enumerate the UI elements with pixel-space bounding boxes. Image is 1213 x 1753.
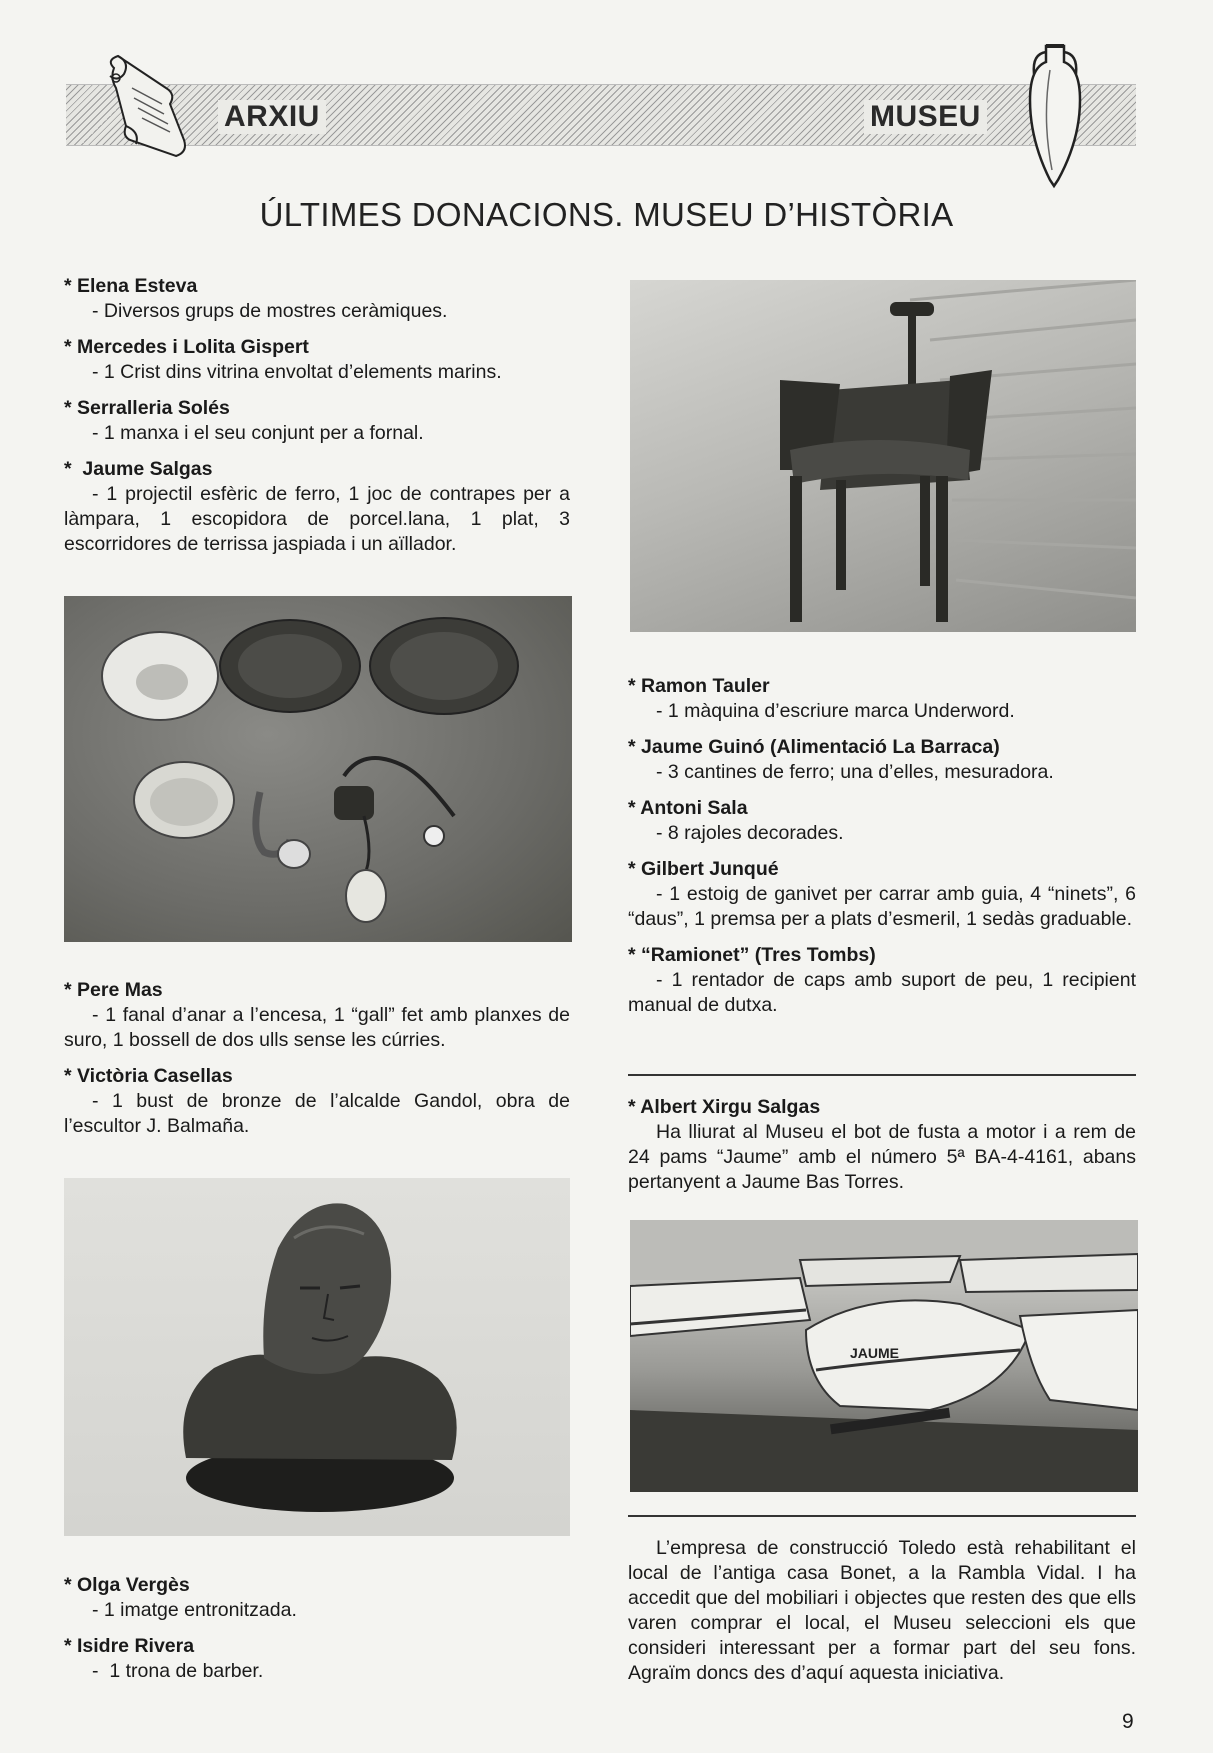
donation-description: - 1 fanal d’anar a l’encesa, 1 “gall” fet amb planxes de suro, 1 bossell de dos ulls sense les cúrries. (64, 1004, 570, 1051)
header-label-museu: MUSEU (864, 100, 987, 134)
donations-list-right-top (628, 674, 1136, 1029)
donation-description: - 1 estoig de ganivet per carrar amb guia, 4 “ninets”, 6 “daus”, 1 premsa per a plats d’esmeril, 1 sedàs graduable. (628, 883, 1136, 930)
donation-description: - 1 Crist dins vitrina envoltat d’elements marins. (92, 361, 502, 383)
donation-description: - 1 màquina d’escriure marca Underword. (656, 700, 1015, 722)
closing-note: L’empresa de construcció Toledo està rehabilitant el local de l’antiga casa Bonet, a la Rambla Vidal. I ha accedit que del mobiliari i objectes que resten des que ells varen comprar el local, el Museu seleccioni els que consideri interessant per a formar part del seu fons. Agraïm doncs des d’aquí aquesta iniciativa. (628, 1537, 1136, 1684)
divider (628, 1074, 1136, 1076)
donation-description: - Diversos grups de mostres ceràmiques. (92, 300, 448, 322)
donor-name: * Jaume Guinó (Alimentació La Barraca) (628, 736, 1000, 758)
donor-name: * Isidre Rivera (64, 1635, 195, 1657)
donor-name: * Elena Esteva (64, 275, 198, 297)
donation-entry (628, 796, 1136, 846)
donation-featured (628, 1095, 1136, 1206)
donation-entry (628, 943, 1136, 1018)
donor-name: * Victòria Casellas (64, 1065, 233, 1087)
page-number: 9 (1122, 1710, 1134, 1733)
donation-entry (628, 735, 1136, 785)
donor-name: * Albert Xirgu Salgas (628, 1096, 821, 1118)
divider (628, 1515, 1136, 1517)
donations-list-left-top (64, 274, 570, 568)
donor-name: * Pere Mas (64, 979, 163, 1001)
donor-name: * Olga Vergès (64, 1574, 190, 1596)
donation-description: - 1 manxa i el seu conjunt per a fornal. (92, 422, 424, 444)
donation-description: - 1 trona de barber. (92, 1660, 264, 1682)
donations-list-left-bottom (64, 1573, 570, 1695)
donor-name: * Gilbert Junqué (628, 858, 779, 880)
donation-entry (64, 274, 570, 324)
donation-description: - 8 rajoles decorades. (656, 822, 844, 844)
donor-name: * Mercedes i Lolita Gispert (64, 336, 309, 358)
donation-entry (628, 857, 1136, 932)
amphora-icon (1024, 40, 1086, 190)
donation-description: - 1 bust de bronze de l’alcalde Gandol, obra de l’escultor J. Balmaña. (64, 1090, 570, 1137)
donations-list-left-middle (64, 978, 570, 1150)
photo-boats (630, 1220, 1138, 1492)
donation-description: - 1 projectil esfèric de ferro, 1 joc de contrapes per a làmpara, 1 escopidora de porcel.lana, 1 plat, 3 escorridores de terrissa jaspiada i un aïllador. (64, 483, 570, 555)
donation-entry (628, 1095, 1136, 1195)
donation-description: - 1 rentador de caps amb suport de peu, 1 recipient manual de dutxa. (628, 969, 1136, 1016)
donor-name: * Jaume Salgas (64, 458, 213, 480)
donation-entry (64, 978, 570, 1053)
donor-name: * “Ramionet” (Tres Tombs) (628, 944, 876, 966)
scroll-icon (96, 48, 196, 168)
donation-entry (64, 1634, 570, 1684)
donation-entry (628, 674, 1136, 724)
photo-bronze-bust (64, 1178, 570, 1536)
donation-entry (64, 335, 570, 385)
donation-entry (64, 396, 570, 446)
donation-description: Ha lliurat al Museu el bot de fusta a motor i a rem de 24 pams “Jaume” amb el número 5ª BA-4-4161, abans pertanyent a Jaume Bas Torres. (628, 1121, 1136, 1193)
donation-entry (64, 457, 570, 557)
page-title: ÚLTIMES DONACIONS. MUSEU D’HISTÒRIA (259, 196, 954, 233)
boat-name-label: JAUME (850, 1345, 900, 1361)
donation-entry (64, 1573, 570, 1623)
photo-ceramics-objects (64, 596, 572, 942)
photo-barber-chair (630, 280, 1136, 632)
donation-description: - 3 cantines de ferro; una d’elles, mesuradora. (656, 761, 1054, 783)
donor-name: * Antoni Sala (628, 797, 748, 819)
donation-entry (64, 1064, 570, 1139)
donor-name: * Ramon Tauler (628, 675, 770, 697)
donor-name: * Serralleria Solés (64, 397, 230, 419)
donation-description: - 1 imatge entronitzada. (92, 1599, 297, 1621)
header-label-arxiu: ARXIU (218, 100, 326, 134)
